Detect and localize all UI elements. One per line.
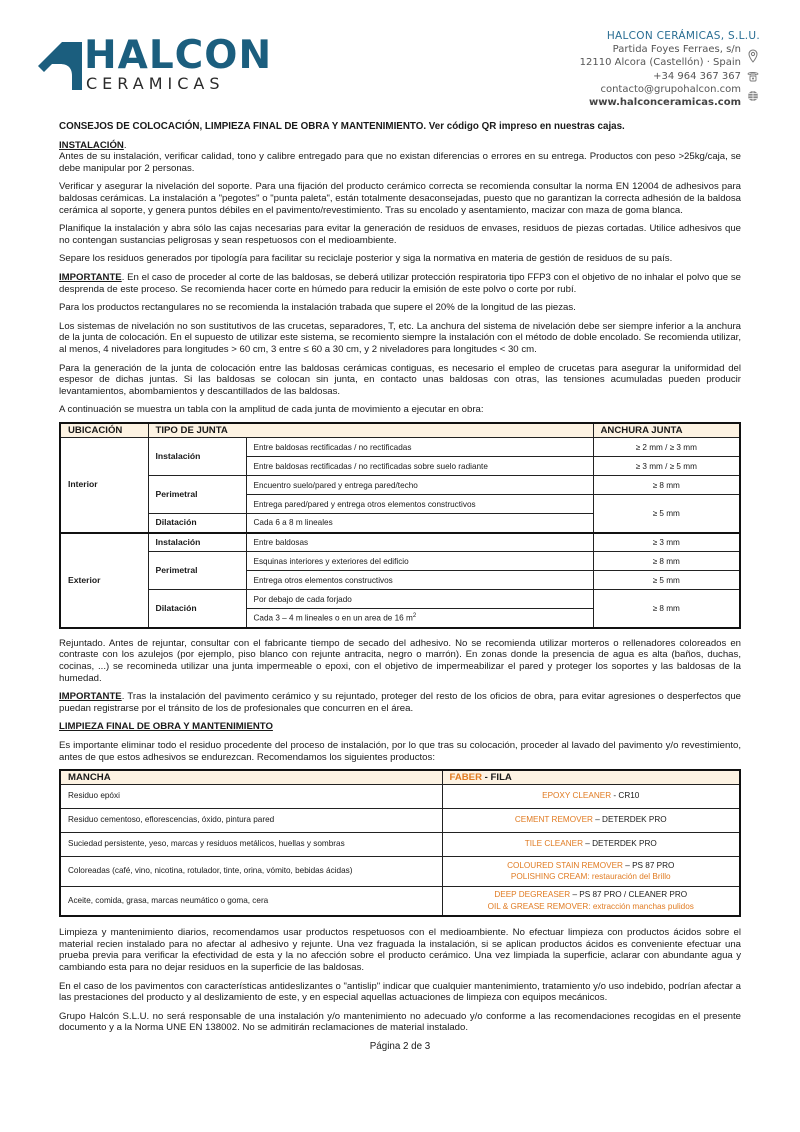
stain-type: Coloreadas (café, vino, nicotina, rotulador, tinte, orina, vómito, bebidas ácidas) — [60, 856, 442, 886]
cleaning-products-table — [59, 769, 741, 917]
table-header-row — [60, 770, 740, 784]
stain-type: Suciedad persistente, yeso, marcas y residuos metálicos, huellas y sombras — [60, 832, 442, 856]
joint-width: ≥ 3 mm / ≥ 5 mm — [593, 457, 740, 476]
joint-description: Cada 6 a 8 m lineales — [246, 514, 593, 533]
header-faber-fila: FABER - FILA — [442, 770, 740, 784]
logo-brand-text: HALCON — [84, 33, 273, 78]
joint-description: Entre baldosas — [246, 533, 593, 552]
joint-width: ≥ 5 mm — [593, 495, 740, 533]
recommended-product: CEMENT REMOVER – DETERDEK PRO — [442, 808, 740, 832]
installation-paragraph-6: Para los productos rectangulares no se recomienda la instalación trabada que supere el 20% de la longitud de las piezas. — [59, 302, 576, 314]
joint-width: ≥ 3 mm — [593, 533, 740, 552]
joint-description: Cada 3 – 4 m lineales o en un area de 16 $m^2$ — [246, 609, 593, 628]
halcon-logo-mark-icon — [38, 42, 82, 90]
header-ubicacion: UBICACIÓN — [60, 423, 148, 438]
joint-description: Entrega otros elementos constructivos — [246, 571, 593, 590]
recommended-product: TILE CLEANER – DETERDEK PRO — [442, 832, 740, 856]
grout-paragraph: Rejuntado. Antes de rejuntar, consultar con el fabricante tiempo de secado del adhesivo. No se recomienda utilizar morteros o rellenadores coloreados en contraste con los azulejos (por ejemplo, piso blanco con rejunte antracita, negro o marrón). En zonas donde la presencia de agua es alta (baños, duchas, cocinas, ...) se recomineda utilizar una junta impermeable o epoxi, con el objetivo de impermeabilizar el pared y proteger los soportes y las baldosas de la humedad. — [59, 637, 741, 684]
joint-width: ≥ 8 mm — [593, 590, 740, 628]
joint-type: Perimetral — [148, 552, 246, 590]
joint-description: Por debajo de cada forjado — [246, 590, 593, 609]
joint-description: Esquinas interiores y exteriores del edificio — [246, 552, 593, 571]
stain-type: Residuo epóxi — [60, 784, 442, 808]
important-label: IMPORTANTE — [59, 271, 122, 283]
table-row — [60, 886, 740, 916]
location-exterior: Exterior — [60, 533, 148, 628]
table-row — [60, 533, 740, 552]
installation-paragraph-4: Separe los residuos generados por tipología para facilitar su reciclaje posterior y siga la normativa en materia de gestión de residuos de su país. — [59, 253, 673, 265]
installation-paragraph-8: Para la generación de la junta de colocación entre las baldosas cerámicas contiguas, es necesario el empleo de crucetas para asegurar la uniformidad del espesor de dichas juntas. Si las baldosas se colocan sin junta, en contacto unas baldosas con otras, las tensiones acumuladas pueden producir levantamientos, abombamientos y descantillados de las baldosas. — [59, 362, 741, 397]
stain-type: Residuo cementoso, eflorescencias, óxido, pintura pared — [60, 808, 442, 832]
phone-row — [580, 70, 760, 83]
table-row — [60, 552, 740, 571]
table-row — [60, 590, 740, 609]
joint-type: Instalación — [148, 438, 246, 476]
important-label: IMPORTANTE — [59, 691, 122, 703]
joint-type: Instalación — [148, 533, 246, 552]
joint-description: Entrega pared/pared y entrega otros elementos constructivos — [246, 495, 593, 514]
joint-description: Entre baldosas rectificadas / no rectificadas sobre suelo radiante — [246, 457, 593, 476]
installation-paragraph-2: Verificar y asegurar la nivelación del soporte. Para una fijación del producto cerámico correcta se recomienda consultar la norma EN 12004 de adhesivos para baldosas cerámicas. La instalación a "pegotes" o "punta paleta", están totalmente desaconsejadas, puesto que no garantizan la correcta adhesión de la baldosa cerámica al soporte, y genera puntos débiles en el pavimento/revestimiento. Tras su encolado y asentamiento, macizar con maza de goma blanca. — [59, 181, 741, 216]
joint-width-table — [59, 422, 741, 629]
joint-width: ≥ 2 mm / ≥ 3 mm — [593, 438, 740, 457]
table-row — [60, 856, 740, 886]
address-group — [580, 43, 760, 69]
page-number: Página 2 de 3 — [369, 1040, 431, 1052]
cleaning-heading: LIMPIEZA FINAL DE OBRA Y MANTENIMIENTO — [59, 721, 273, 733]
logo-sub-text: CERAMICAS — [86, 74, 225, 93]
table-row — [60, 476, 740, 495]
installation-paragraph-1: Antes de su instalación, verificar calidad, tono y calibre entregado para que no existan diferencias o errores en su entrega. Productos con peso >25kg/caja, se debe manipular por 2 personas. — [59, 151, 741, 174]
halcon-logo — [38, 33, 288, 95]
table-row — [60, 438, 740, 457]
installation-paragraph-7: Los sistemas de nivelación no son sustitutivos de las crucetas, separadores, T, etc. La anchura del sistema de nivelación debe ser siempre inferior a la anchura de la junta de colocación. En el supuesto de utilizar este sistema, se recomiento siempre la instalación con el método de doble encolado. Se recomienda utilizar, al menos, 4 niveladores para longitudes > 60 cm, 3 entre ≤ 60 a 30 cm, y 2 niveladores para longitudes < 30 cm. — [59, 320, 741, 355]
header-tipo-junta: TIPO DE JUNTA — [148, 423, 593, 438]
table-row — [60, 784, 740, 808]
joint-width: ≥ 5 mm — [593, 571, 740, 590]
phone-icon — [746, 71, 760, 82]
recommended-product: EPOXY CLEANER - CR10 — [442, 784, 740, 808]
disclaimer-paragraph: Grupo Halcón S.L.U. no será responsable de una instalación y/o mantenimiento no adecuado y/o conforme a las recomendaciones recogidas en el presente documento y a la Norma UNE EN 138002. No se admitirán reclamaciones de material instalado. — [59, 1010, 741, 1034]
joint-width: ≥ 8 mm — [593, 552, 740, 571]
email-link[interactable]: contacto@grupohalcon.com — [600, 83, 741, 95]
joint-type: Dilatación — [148, 590, 246, 628]
location-interior: Interior — [60, 438, 148, 533]
joint-description: Entre baldosas rectificadas / no rectificadas — [246, 438, 593, 457]
recommended-product: COLOURED STAIN REMOVER – PS 87 PRO POLISHING CREAM: restauración del Brillo — [442, 856, 740, 886]
joint-width: ≥ 8 mm — [593, 476, 740, 495]
installation-heading: INSTALACIÓN. — [59, 139, 127, 151]
table-row — [60, 832, 740, 856]
important-protection-paragraph: IMPORTANTE. Tras la instalación del pavimento cerámico y su rejuntado, proteger del resto de los oficios de obra, para evitar agresiones o desperfectos que puedan registrarse por el tránsito de los de profesionales que concurren en el área. — [59, 691, 741, 714]
installation-paragraph-3: Planifique la instalación y abra sólo las cajas necesarias para evitar la generación de residuos de envases, residuos de piezas cortadas. Utilice adhesivos que no contengan sustancias peligrosas y sean respetuosos con el medioambiente. — [59, 223, 741, 246]
joint-type: Dilatación — [148, 514, 246, 533]
joint-type: Perimetral — [148, 476, 246, 514]
company-contact-block — [580, 30, 760, 109]
document-title: CONSEJOS DE COLOCACIÓN, LIMPIEZA FINAL DE OBRA Y MANTENIMIENTO. Ver código QR impreso en nuestras cajas. — [59, 121, 625, 132]
address-line-2: 12110 Alcora (Castellón) · Spain — [579, 57, 741, 69]
location-pin-icon — [746, 49, 760, 63]
cleaning-paragraph-1: Es importante eliminar todo el residuo procedente del proceso de instalación, por lo que tras su colocación, proceder al lavado del pavimento y/o revestimiento, antes de que estos adhesivos se endurezcan. Recomendamos los siguientes productos: — [59, 740, 741, 763]
cleaning-paragraph-2: Limpieza y mantenimiento diarios, recomendamos usar productos respetuosos con el medioambiente. No efectuar limpieza con productos ácidos sobre el material recien instalado para no afectar al adhesivo y rejunte. Una vez fraguada la instalación, si se aplican productos ácidos es conveniente efectuar una prueba previa para verificar la efectividad de esta y la no afección sobre el producto cerámico. Una vez limpiada la superficie, aclarar con abundante agua y cambiando esta para no dejar residuos en la superficie de las baldosas. — [59, 927, 741, 973]
installation-paragraph-9: A continuación se muestra un tabla con la amplitud de cada junta de movimiento a ejecutar en obra: — [59, 404, 484, 416]
document-body — [59, 121, 741, 1053]
table-row — [60, 808, 740, 832]
globe-icon — [746, 90, 760, 102]
web-group — [580, 83, 760, 109]
company-name: HALCON CERÁMICAS, S.L.U. — [606, 30, 760, 42]
cleaning-paragraph-3: En el caso de los pavimentos con características antideslizantes o "antislip" indicar que cualquier mantenimiento, tratamiento y/o uso indebido, podrían afectar a las prestaciones del producto y al deslizamiento de este, y en especial aquellas actuaciones de limpieza con equipos mecánicos. — [59, 980, 741, 1004]
joint-description: Encuentro suelo/pared y entrega pared/techo — [246, 476, 593, 495]
stain-type: Aceite, comida, grasa, marcas neumático o goma, cera — [60, 886, 442, 916]
table-header-row — [60, 423, 740, 438]
phone-number: +34 964 367 367 — [653, 70, 741, 82]
important-cutting-paragraph: IMPORTANTE. En el caso de proceder al corte de las baldosas, se deberá utilizar protección respiratoria tipo FFP3 con el objetivo de no inhalar el polvo que se desprenda de este proceso. Se recomienda hacer corte en húmedo para reducir la emisión de este polvo o corte por rubí. — [59, 271, 741, 295]
header-anchura-junta: ANCHURA JUNTA — [593, 423, 740, 438]
recommended-product: DEEP DEGREASER – PS 87 PRO / CLEANER PRO OIL & GREASE REMOVER: extracción manchas pulidos — [442, 886, 740, 916]
header-mancha: MANCHA — [60, 770, 442, 784]
address-line-1: Partida Foyes Ferraes, s/n — [612, 44, 741, 56]
website-link[interactable]: www.halconceramicas.com — [589, 97, 741, 109]
